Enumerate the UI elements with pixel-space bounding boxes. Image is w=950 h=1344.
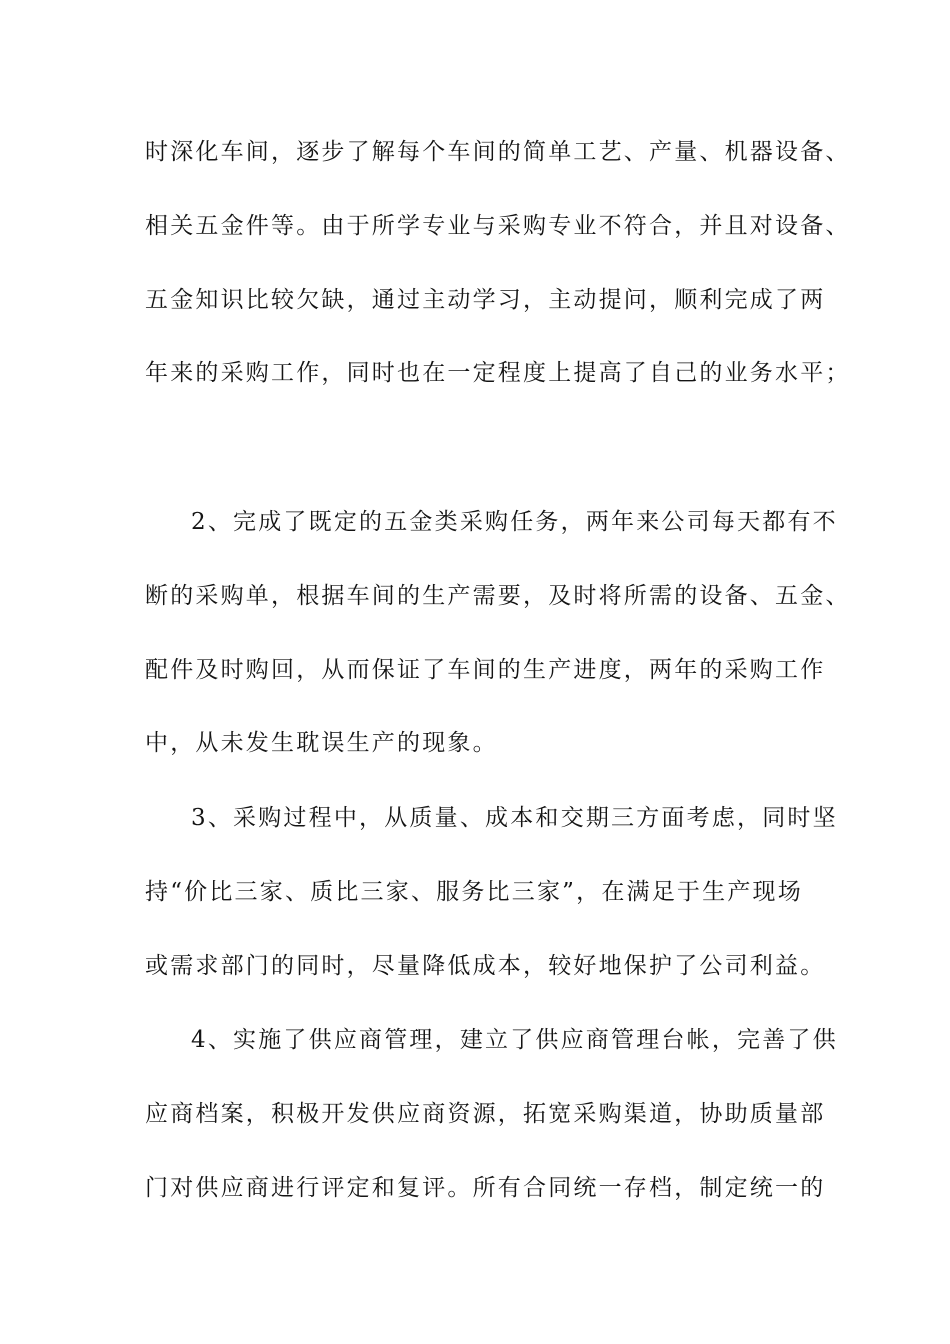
text-line-11: 或需求部门的同时，尽量降低成本，较好地保护了公司利益。 bbox=[145, 953, 826, 979]
text-line-5: 2、完成了既定的五金类采购任务，两年来公司每天都有不 bbox=[191, 509, 838, 535]
text-line-9: 3、采购过程中，从质量、成本和交期三方面考虑，同时坚 bbox=[191, 805, 838, 831]
text-line-4: 年来的采购工作，同时也在一定程度上提高了自己的业务水平； bbox=[145, 360, 851, 386]
text-line-12: 4、实施了供应商管理，建立了供应商管理台帐，完善了供 bbox=[191, 1027, 838, 1053]
text-line-1: 时深化车间，逐步了解每个车间的简单工艺、产量、机器设备、 bbox=[145, 139, 851, 165]
text-line-10: 持“价比三家、质比三家、服务比三家”，在满足于生产现场 bbox=[145, 879, 803, 905]
text-line-3: 五金知识比较欠缺，通过主动学习，主动提问，顺利完成了两 bbox=[145, 287, 826, 313]
text-line-8: 中，从未发生耽误生产的现象。 bbox=[145, 730, 498, 756]
text-line-2: 相关五金件等。由于所学专业与采购专业不符合，并且对设备、 bbox=[145, 213, 851, 239]
text-line-7: 配件及时购回，从而保证了车间的生产进度，两年的采购工作 bbox=[145, 657, 826, 683]
text-line-13: 应商档案，积极开发供应商资源，拓宽采购渠道，协助质量部 bbox=[145, 1101, 826, 1127]
text-line-6: 断的采购单，根据车间的生产需要，及时将所需的设备、五金、 bbox=[145, 583, 851, 609]
text-line-14: 门对供应商进行评定和复评。所有合同统一存档，制定统一的 bbox=[145, 1175, 826, 1201]
